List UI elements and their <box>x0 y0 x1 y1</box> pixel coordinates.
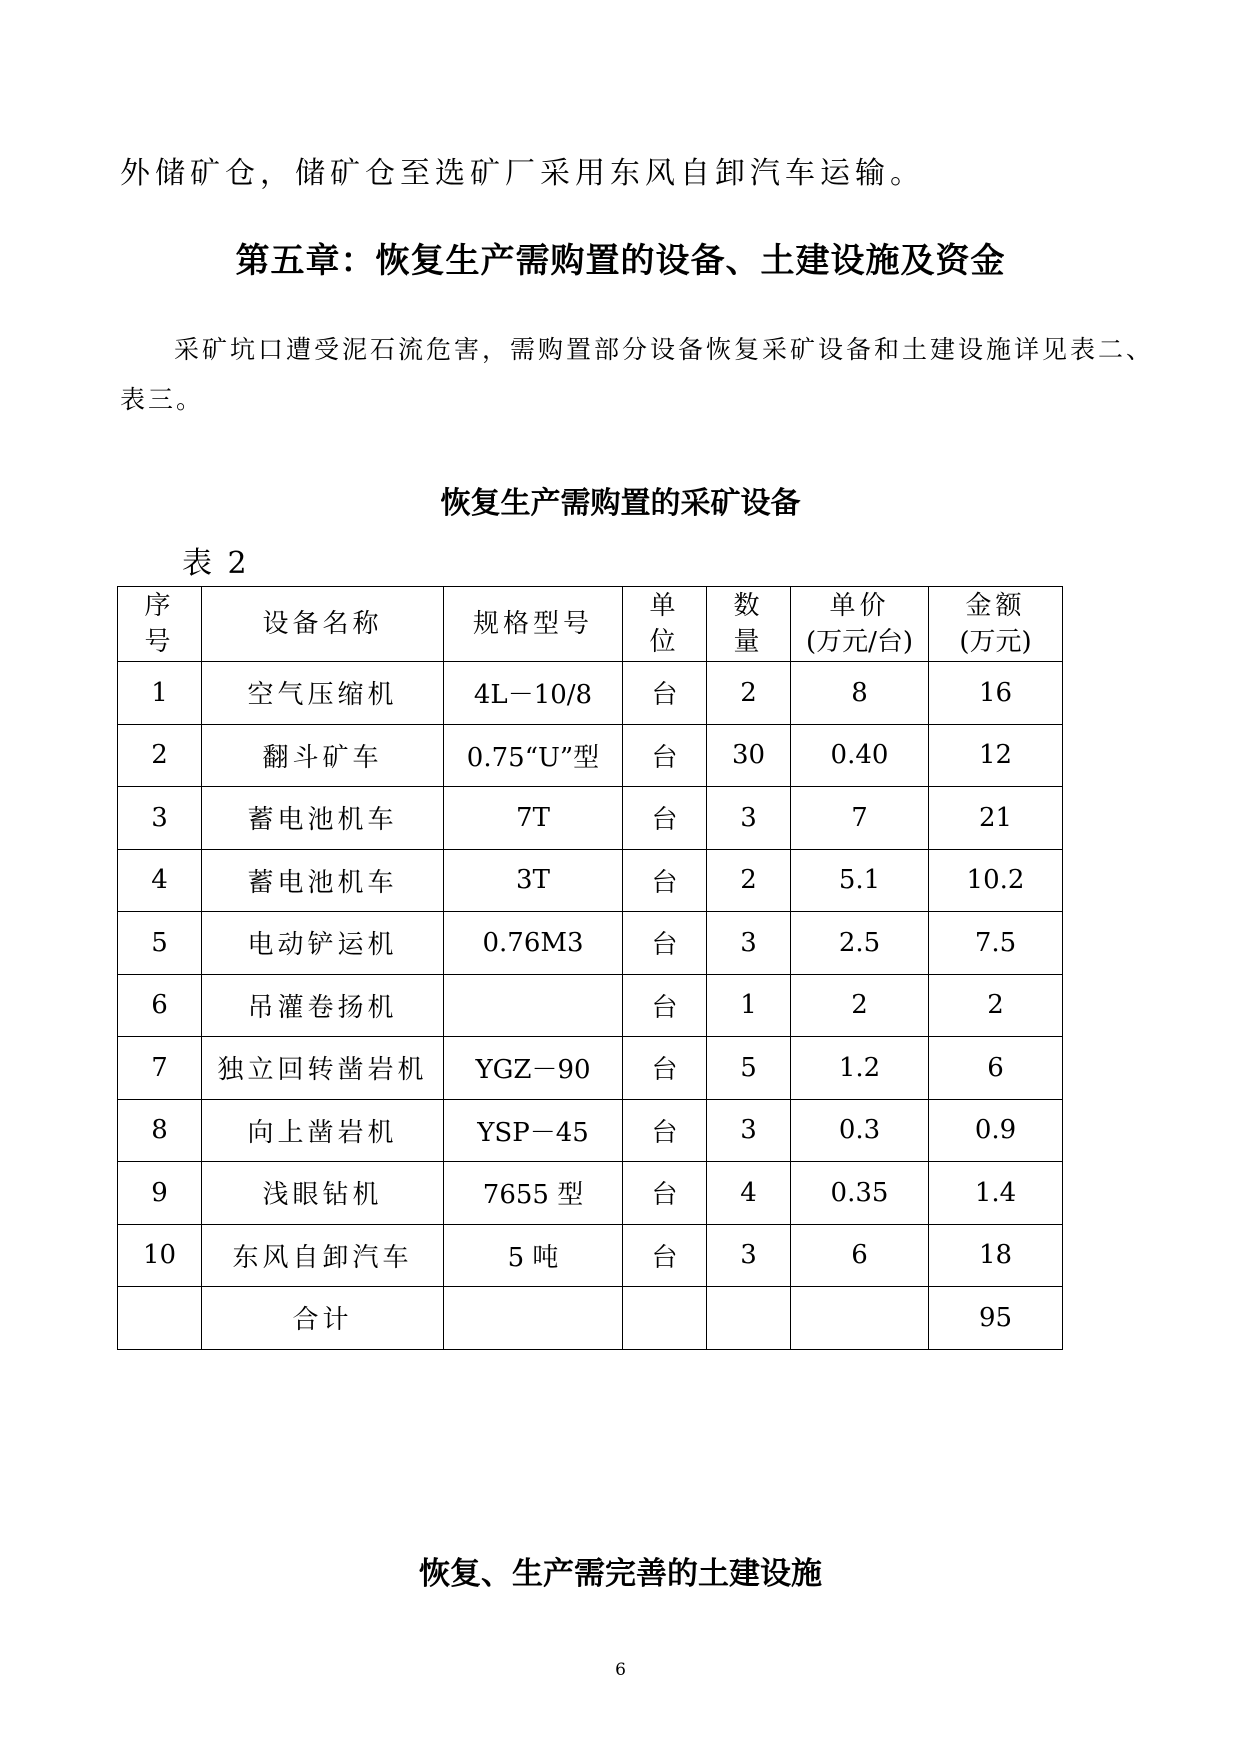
cell-quantity: 3 <box>707 912 791 975</box>
cell-unit-price: 5.1 <box>791 849 929 912</box>
cell-quantity: 5 <box>707 1037 791 1100</box>
cell-seq: 4 <box>118 849 202 912</box>
chapter-title: 第五章：恢复生产需购置的设备、土建设施及资金 <box>235 241 1006 281</box>
header-unit-price-line1: 单价 <box>829 591 890 621</box>
cell-spec-model <box>444 974 623 1037</box>
cell-quantity <box>707 1287 791 1350</box>
cell-seq: 7 <box>118 1037 202 1100</box>
cell-amount: 2 <box>929 974 1063 1037</box>
header-quantity <box>707 587 791 662</box>
table-row <box>118 912 1063 975</box>
cell-amount: 6 <box>929 1037 1063 1100</box>
cell-unit-price: 1.2 <box>791 1037 929 1100</box>
cell-equipment-name: 蓄电池机车 <box>202 787 444 850</box>
cell-amount: 12 <box>929 724 1063 787</box>
header-seq-line2: 号 <box>144 627 175 657</box>
cell-unit: 台 <box>623 1224 707 1287</box>
table-row <box>118 1162 1063 1225</box>
cell-quantity: 4 <box>707 1162 791 1225</box>
cell-unit-price: 2 <box>791 974 929 1037</box>
table-row <box>118 724 1063 787</box>
header-quantity-line1: 数 <box>733 591 764 621</box>
paragraph-line-1: 采矿坑口遭受泥石流危害，需购置部分设备恢复采矿设备和土建设施详见表二、 <box>174 335 1155 364</box>
cell-spec-model: 7655 型 <box>444 1162 623 1225</box>
header-quantity-line2: 量 <box>733 627 764 657</box>
cell-unit-price: 6 <box>791 1224 929 1287</box>
cell-total-label: 合计 <box>202 1287 444 1350</box>
header-unit <box>623 587 707 662</box>
table-title: 恢复生产需购置的采矿设备 <box>440 486 801 521</box>
cell-seq: 9 <box>118 1162 202 1225</box>
table-row <box>118 787 1063 850</box>
cell-unit-price: 0.3 <box>791 1099 929 1162</box>
cell-equipment-name: 翻斗矿车 <box>202 724 444 787</box>
header-spec-model <box>444 587 623 662</box>
cell-unit-price: 2.5 <box>791 912 929 975</box>
cell-seq: 5 <box>118 912 202 975</box>
cell-spec-model: 4L－10/8 <box>444 662 623 725</box>
cell-unit: 台 <box>623 1099 707 1162</box>
cell-equipment-name: 向上凿岩机 <box>202 1099 444 1162</box>
cell-unit <box>623 1287 707 1350</box>
cell-seq: 3 <box>118 787 202 850</box>
table-row <box>118 974 1063 1037</box>
cell-unit-price: 0.40 <box>791 724 929 787</box>
table-row <box>118 1099 1063 1162</box>
cell-equipment-name: 空气压缩机 <box>202 662 444 725</box>
cell-quantity: 3 <box>707 1224 791 1287</box>
header-equipment-name-text: 设备名称 <box>262 609 383 639</box>
equipment-table <box>117 586 1063 1350</box>
header-amount-line2: (万元) <box>959 627 1032 657</box>
cell-quantity: 1 <box>707 974 791 1037</box>
table-row <box>118 1037 1063 1100</box>
cell-amount: 18 <box>929 1224 1063 1287</box>
cell-equipment-name: 蓄电池机车 <box>202 849 444 912</box>
cell-unit: 台 <box>623 662 707 725</box>
header-amount <box>929 587 1063 662</box>
cell-seq: 6 <box>118 974 202 1037</box>
cell-amount: 1.4 <box>929 1162 1063 1225</box>
cell-spec-model: YSP－45 <box>444 1099 623 1162</box>
cell-unit: 台 <box>623 912 707 975</box>
cell-seq: 2 <box>118 724 202 787</box>
table-header-row <box>118 587 1063 662</box>
cell-amount: 10.2 <box>929 849 1063 912</box>
cell-quantity: 30 <box>707 724 791 787</box>
cell-unit: 台 <box>623 787 707 850</box>
header-unit-price <box>791 587 929 662</box>
cell-seq: 1 <box>118 662 202 725</box>
page-number: 6 <box>615 1660 626 1680</box>
cell-spec-model <box>444 1287 623 1350</box>
header-unit-price-line2: (万元/台) <box>805 627 914 657</box>
cell-equipment-name: 独立回转凿岩机 <box>202 1037 444 1100</box>
cell-unit-price: 8 <box>791 662 929 725</box>
header-seq-line1: 序 <box>144 591 175 621</box>
cell-spec-model: YGZ－90 <box>444 1037 623 1100</box>
cell-equipment-name: 吊灌卷扬机 <box>202 974 444 1037</box>
cell-unit-price: 7 <box>791 787 929 850</box>
cell-quantity: 3 <box>707 787 791 850</box>
cell-unit: 台 <box>623 1162 707 1225</box>
cell-total-amount: 95 <box>929 1287 1063 1350</box>
cell-spec-model: 7T <box>444 787 623 850</box>
cell-seq <box>118 1287 202 1350</box>
cell-amount: 0.9 <box>929 1099 1063 1162</box>
cell-quantity: 2 <box>707 662 791 725</box>
table-row <box>118 662 1063 725</box>
header-equipment-name <box>202 587 444 662</box>
cell-quantity: 2 <box>707 849 791 912</box>
cell-seq: 8 <box>118 1099 202 1162</box>
header-seq <box>118 587 202 662</box>
cell-unit: 台 <box>623 724 707 787</box>
table-row <box>118 1224 1063 1287</box>
cell-amount: 21 <box>929 787 1063 850</box>
table-total-row <box>118 1287 1063 1350</box>
section-title: 恢复、生产需完善的土建设施 <box>419 1556 822 1592</box>
cell-amount: 16 <box>929 662 1063 725</box>
table-label: 表 2 <box>182 546 250 581</box>
header-amount-line1: 金额 <box>965 591 1026 621</box>
cell-amount: 7.5 <box>929 912 1063 975</box>
paragraph-line-2: 表三。 <box>120 385 205 414</box>
cell-unit-price <box>791 1287 929 1350</box>
cell-spec-model: 0.75“U”型 <box>444 724 623 787</box>
header-spec-model-text: 规格型号 <box>472 609 593 639</box>
cell-spec-model: 5 吨 <box>444 1224 623 1287</box>
cell-seq: 10 <box>118 1224 202 1287</box>
cell-equipment-name: 浅眼钻机 <box>202 1162 444 1225</box>
cell-unit: 台 <box>623 974 707 1037</box>
header-unit-line1: 单 <box>649 591 680 621</box>
cell-unit-price: 0.35 <box>791 1162 929 1225</box>
header-unit-line2: 位 <box>649 627 680 657</box>
cell-unit: 台 <box>623 849 707 912</box>
cell-unit: 台 <box>623 1037 707 1100</box>
body-text-line: 外储矿仓，储矿仓至选矿厂采用东风自卸汽车运输。 <box>120 156 925 191</box>
cell-quantity: 3 <box>707 1099 791 1162</box>
cell-equipment-name: 电动铲运机 <box>202 912 444 975</box>
table-row <box>118 849 1063 912</box>
cell-spec-model: 0.76M3 <box>444 912 623 975</box>
cell-spec-model: 3T <box>444 849 623 912</box>
cell-equipment-name: 东风自卸汽车 <box>202 1224 444 1287</box>
